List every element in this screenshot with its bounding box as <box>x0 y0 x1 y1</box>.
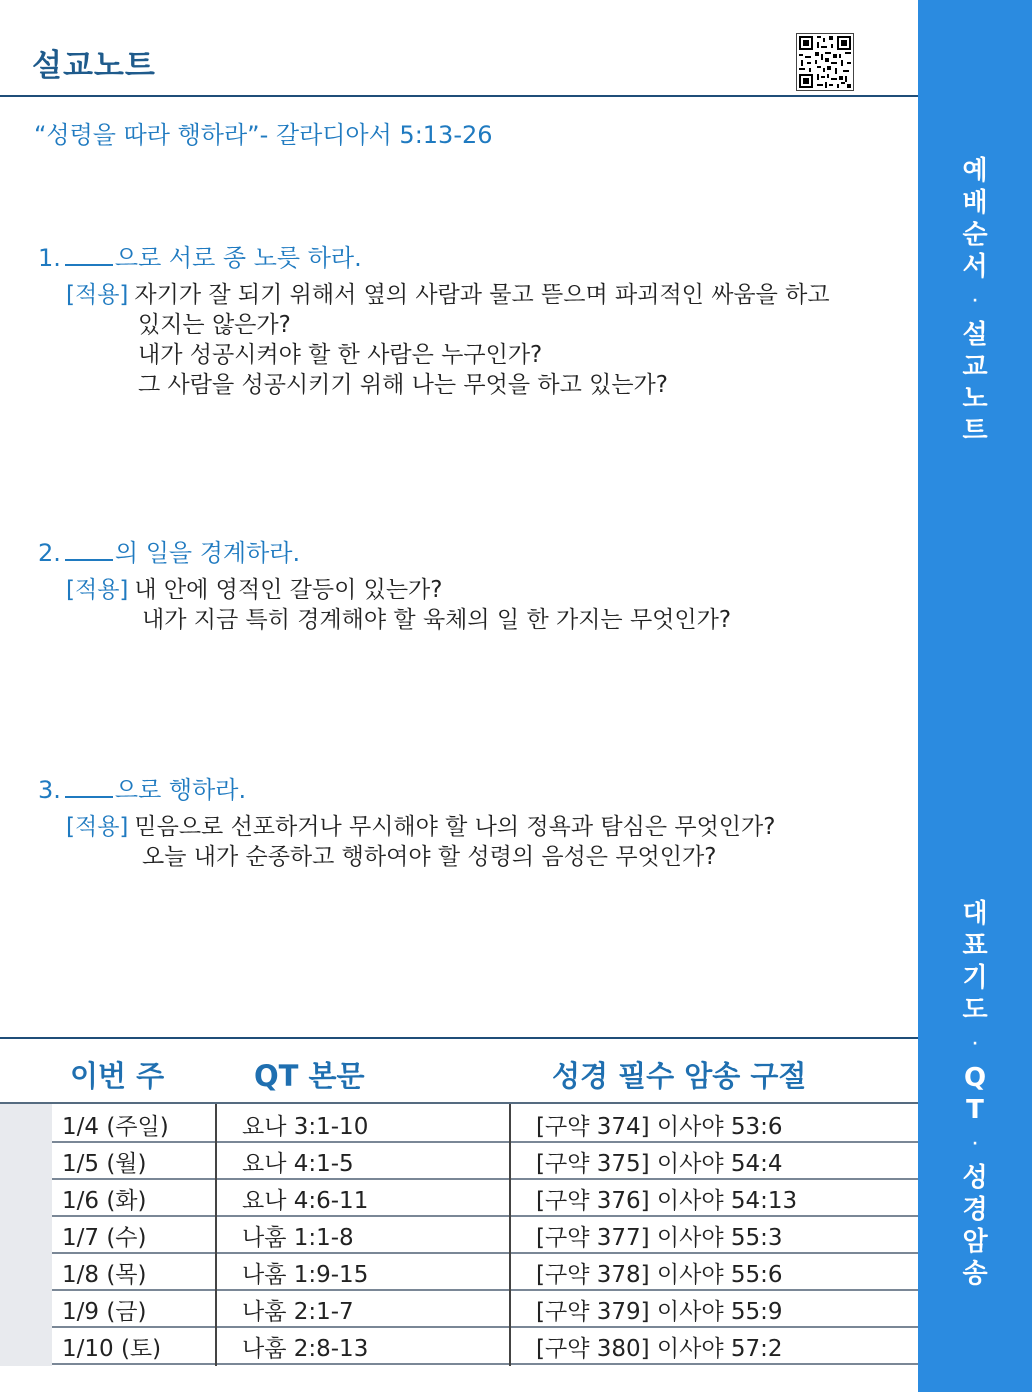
sidebar-char: 예 <box>962 156 988 186</box>
sidebar-char: 설 <box>962 320 988 350</box>
cell-memory-verse: [구약 377] 이사야 55:3 <box>536 1225 783 1251</box>
cell-memory-verse: [구약 379] 이사야 55:9 <box>536 1299 783 1325</box>
sidebar <box>918 0 1032 1392</box>
cell-date: 1/4 (주일) <box>62 1114 169 1140</box>
sidebar-char: Q <box>963 1063 987 1093</box>
page-title: 설교노트 <box>32 48 156 84</box>
point-3-application <box>66 812 775 872</box>
sidebar-char: 성 <box>962 1163 988 1193</box>
sidebar-char: 서 <box>962 252 988 282</box>
fill-in-blank[interactable] <box>65 539 113 561</box>
table-header-memory-verse: 성경 필수 암송 구절 <box>552 1059 807 1093</box>
cell-qt-passage: 요나 4:1-5 <box>242 1151 354 1177</box>
cell-qt-passage: 요나 3:1-10 <box>242 1114 369 1140</box>
point-text: 의 일을 경계하라. <box>114 539 301 567</box>
table-column-divider <box>509 1104 511 1366</box>
cell-date: 1/10 (토) <box>62 1336 162 1362</box>
sidebar-char: 트 <box>962 416 988 446</box>
apply-line: 자기가 잘 되기 위해서 옆의 사람과 물고 뜯으며 파괴적인 싸움을 하고 <box>134 282 830 308</box>
sidebar-char: 기 <box>962 963 988 993</box>
table-left-band <box>0 1104 52 1366</box>
table-row <box>52 1289 918 1328</box>
point-text: 으로 행하라. <box>114 776 247 804</box>
cell-qt-passage: 요나 4:6-11 <box>242 1188 369 1214</box>
cell-date: 1/5 (월) <box>62 1151 147 1177</box>
sidebar-char: 표 <box>962 931 988 961</box>
table-row <box>52 1178 918 1217</box>
apply-tag: [적용] <box>66 282 129 308</box>
apply-line: 내가 성공시켜야 할 한 사람은 누구인가? <box>138 342 543 368</box>
table-header-week: 이번 주 <box>70 1059 165 1093</box>
sidebar-char: 송 <box>962 1259 988 1289</box>
cell-memory-verse: [구약 378] 이사야 55:6 <box>536 1262 783 1288</box>
table-row <box>52 1104 918 1143</box>
point-3-heading <box>38 770 246 805</box>
table-column-divider <box>215 1104 217 1366</box>
point-2-application <box>66 575 731 635</box>
apply-line: 내 안에 영적인 갈등이 있는가? <box>134 577 443 603</box>
point-number: 2. <box>38 539 61 567</box>
point-1-heading <box>38 238 362 273</box>
cell-memory-verse: [구약 376] 이사야 54:13 <box>536 1188 798 1214</box>
cell-memory-verse: [구약 375] 이사야 54:4 <box>536 1151 783 1177</box>
sidebar-char: 대 <box>962 899 988 929</box>
apply-line: 그 사람을 성공시키기 위해 나는 무엇을 하고 있는가? <box>138 372 668 398</box>
sidebar-char: 노 <box>962 384 988 414</box>
sidebar-tab-prayer-qt-memory[interactable] <box>918 898 1032 1290</box>
cell-qt-passage: 나훔 2:1-7 <box>242 1299 354 1325</box>
cell-qt-passage: 나훔 1:9-15 <box>242 1262 369 1288</box>
header-divider <box>0 95 918 97</box>
sidebar-char: 순 <box>962 220 988 250</box>
sidebar-tab-worship-order-sermon-note[interactable] <box>918 155 1032 447</box>
table-row <box>52 1326 918 1365</box>
table-header-qt: QT 본문 <box>254 1059 365 1093</box>
apply-line: 오늘 내가 순종하고 행하여야 할 성령의 음성은 무엇인가? <box>142 844 717 870</box>
point-2-heading <box>38 533 300 568</box>
apply-line: 있지는 않은가? <box>138 312 291 338</box>
point-number: 1. <box>38 244 61 272</box>
fill-in-blank[interactable] <box>65 776 113 798</box>
qr-code-icon[interactable] <box>796 33 854 91</box>
cell-date: 1/7 (수) <box>62 1225 147 1251</box>
sermon-scripture: “성령을 따라 행하라”- 갈라디아서 5:13-26 <box>34 121 493 149</box>
cell-qt-passage: 나훔 1:1-8 <box>242 1225 354 1251</box>
cell-date: 1/6 (화) <box>62 1188 147 1214</box>
table-row <box>52 1141 918 1180</box>
apply-tag: [적용] <box>66 814 129 840</box>
fill-in-blank[interactable] <box>65 244 113 266</box>
sidebar-separator: · <box>972 1036 978 1052</box>
sidebar-char: T <box>966 1095 984 1125</box>
table-row <box>52 1252 918 1291</box>
sidebar-char: 경 <box>962 1195 988 1225</box>
section-divider <box>0 1037 918 1039</box>
cell-memory-verse: [구약 380] 이사야 57:2 <box>536 1336 783 1362</box>
sidebar-char: 암 <box>962 1227 988 1257</box>
apply-tag: [적용] <box>66 577 129 603</box>
cell-date: 1/9 (금) <box>62 1299 147 1325</box>
cell-qt-passage: 나훔 2:8-13 <box>242 1336 369 1362</box>
cell-memory-verse: [구약 374] 이사야 53:6 <box>536 1114 783 1140</box>
point-text: 으로 서로 종 노릇 하라. <box>114 244 362 272</box>
point-1-application <box>66 280 830 400</box>
sidebar-separator: · <box>972 293 978 309</box>
sidebar-separator: · <box>972 1136 978 1152</box>
apply-line: 내가 지금 특히 경계해야 할 육체의 일 한 가지는 무엇인가? <box>142 607 732 633</box>
sidebar-char: 교 <box>962 352 988 382</box>
table-row <box>52 1215 918 1254</box>
sidebar-char: 도 <box>962 995 988 1025</box>
point-number: 3. <box>38 776 61 804</box>
cell-date: 1/8 (목) <box>62 1262 147 1288</box>
apply-line: 믿음으로 선포하거나 무시해야 할 나의 정욕과 탐심은 무엇인가? <box>134 814 776 840</box>
sidebar-char: 배 <box>962 188 988 218</box>
